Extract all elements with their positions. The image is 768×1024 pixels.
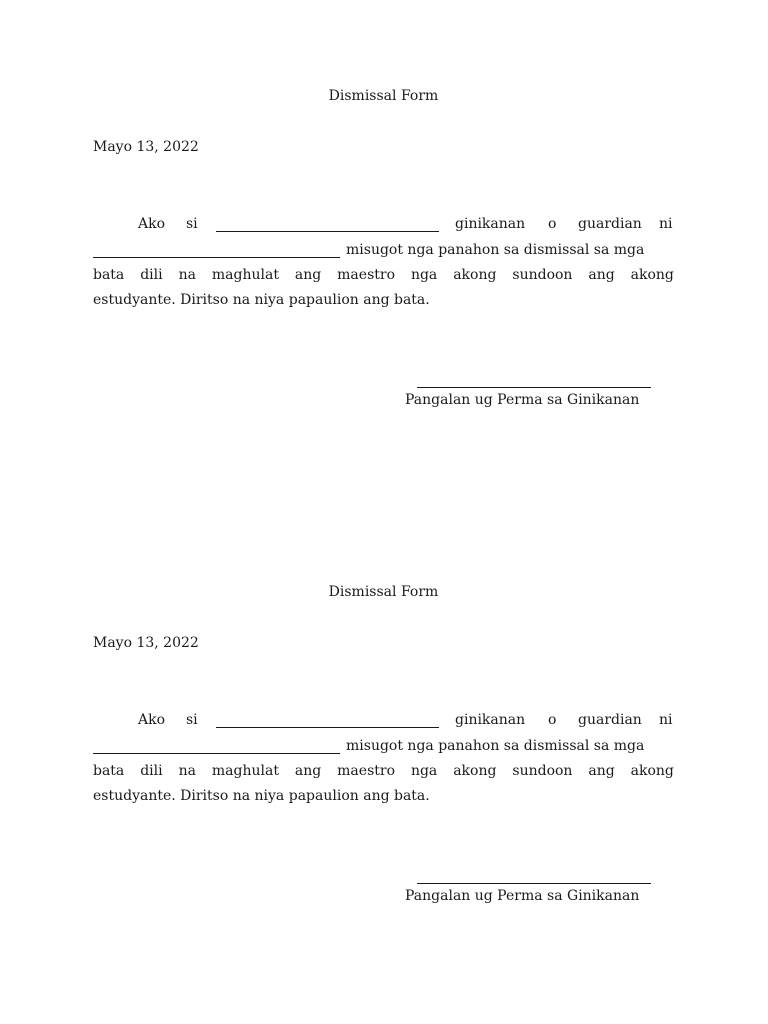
word-ako: Ako bbox=[138, 712, 166, 728]
line-3-word: maestro bbox=[337, 267, 395, 283]
body-line-1 bbox=[93, 216, 674, 236]
body-line-2 bbox=[93, 242, 674, 262]
form-date: Mayo 13, 2022 bbox=[93, 139, 199, 155]
body-line-3 bbox=[93, 267, 674, 287]
line-3-word: na bbox=[178, 267, 196, 283]
signature-label: Pangalan ug Perma sa Ginikanan bbox=[405, 392, 640, 408]
line-3-word: sundoon bbox=[512, 763, 573, 779]
line-3-word: akong bbox=[630, 763, 674, 779]
body-line-1 bbox=[93, 712, 674, 732]
line-3-word: ang bbox=[294, 763, 322, 779]
dismissal-form-2 bbox=[93, 496, 674, 904]
student-name-blank[interactable] bbox=[93, 257, 340, 258]
word-o: o bbox=[548, 216, 557, 232]
word-ni: ni bbox=[659, 712, 673, 728]
line-3-word: akong bbox=[630, 267, 674, 283]
word-guardian: guardian bbox=[578, 712, 642, 728]
body-line-3 bbox=[93, 763, 674, 783]
line-3-word: ang bbox=[588, 763, 615, 779]
line-3-word: nga bbox=[410, 267, 438, 283]
line-3-word: akong bbox=[453, 763, 497, 779]
line-3-word: maestro bbox=[337, 763, 395, 779]
line-4-text: estudyante. Diritso na niya papaulion ang bata. bbox=[93, 292, 430, 308]
body-line-4 bbox=[93, 292, 674, 312]
signature-label: Pangalan ug Perma sa Ginikanan bbox=[405, 888, 640, 904]
form-title: Dismissal Form bbox=[328, 88, 439, 104]
line-3-word: bata bbox=[93, 763, 125, 779]
line-3-word: akong bbox=[453, 267, 497, 283]
line-3-word: maghulat bbox=[211, 267, 279, 283]
line-3-word: maghulat bbox=[211, 763, 279, 779]
line-3-word: nga bbox=[410, 763, 438, 779]
form-date: Mayo 13, 2022 bbox=[93, 635, 199, 651]
form-title: Dismissal Form bbox=[328, 584, 439, 600]
word-o: o bbox=[548, 712, 557, 728]
dismissal-form-1 bbox=[93, 0, 674, 408]
body-line-4 bbox=[93, 788, 674, 808]
parent-name-blank[interactable] bbox=[216, 727, 439, 728]
line-3-word: ang bbox=[588, 267, 615, 283]
signature-line[interactable] bbox=[417, 387, 651, 388]
line-3-word: dili bbox=[140, 763, 163, 779]
word-ginikanan: ginikanan bbox=[455, 712, 526, 728]
line-3-word: ang bbox=[294, 267, 322, 283]
line-2-text: misugot nga panahon sa dismissal sa mga bbox=[346, 738, 645, 754]
line-3-word: dili bbox=[140, 267, 163, 283]
line-4-text: estudyante. Diritso na niya papaulion ang bata. bbox=[93, 788, 430, 804]
word-si: si bbox=[186, 712, 198, 728]
line-3-word: na bbox=[178, 763, 196, 779]
signature-line[interactable] bbox=[417, 883, 651, 884]
word-guardian: guardian bbox=[578, 216, 642, 232]
line-3-word: sundoon bbox=[512, 267, 573, 283]
body-line-2 bbox=[93, 738, 674, 758]
line-3-word: bata bbox=[93, 267, 125, 283]
student-name-blank[interactable] bbox=[93, 753, 340, 754]
word-si: si bbox=[186, 216, 198, 232]
word-ako: Ako bbox=[138, 216, 166, 232]
line-2-text: misugot nga panahon sa dismissal sa mga bbox=[346, 242, 645, 258]
parent-name-blank[interactable] bbox=[216, 231, 439, 232]
word-ginikanan: ginikanan bbox=[455, 216, 526, 232]
word-ni: ni bbox=[659, 216, 673, 232]
